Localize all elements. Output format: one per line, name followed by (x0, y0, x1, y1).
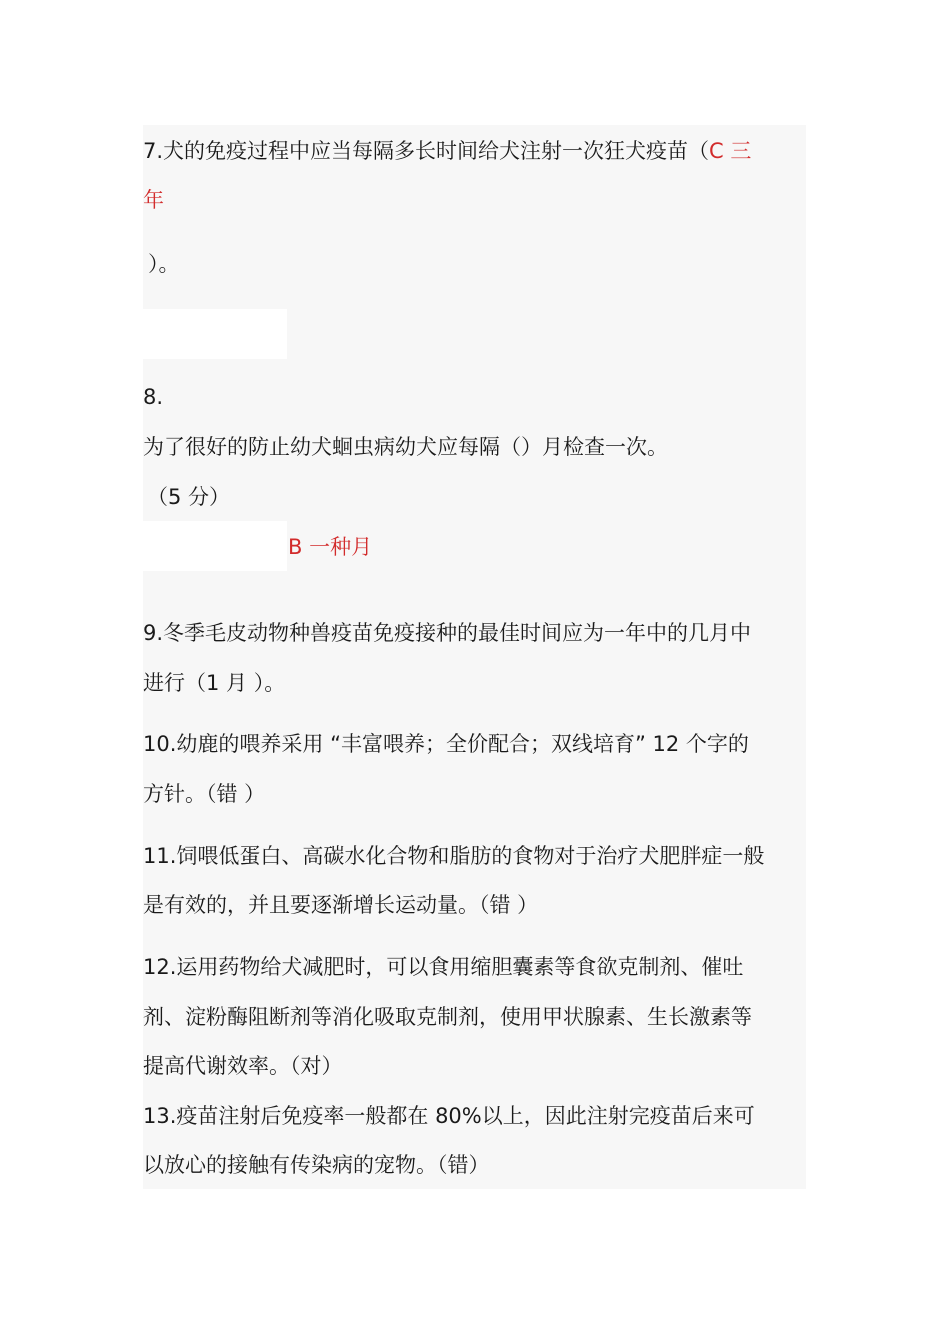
q8-text: 为了很好的防止幼犬蛔虫病幼犬应每隔（）月检查一次。 (143, 435, 668, 459)
q7-text: 7.犬的免疫过程中应当每隔多长时间给犬注射一次狂犬疫苗（ (143, 139, 710, 163)
q7-answer-part2: 年 (143, 188, 164, 212)
q12-line2: 剂、淀粉酶阻断剂等消化吸取克制剂，使用甲状腺素、生长激素等 (143, 1005, 752, 1029)
q8-number: 8. (143, 385, 164, 409)
q7-line3: ）。 (148, 252, 180, 276)
q10-line2: 方针。（错 ） (143, 782, 266, 806)
q9-line1: 9.冬季毛皮动物种兽疫苗免疫接种的最佳时间应为一年中的几月中 (143, 621, 752, 645)
q12-line3: 提高代谢效率。（对） (143, 1054, 343, 1078)
q11-line2: 是有效的，并且要逐渐增长运动量。（错 ） (143, 893, 539, 917)
q11-line1: 11.饲喂低蛋白、高碳水化合物和脂肪的食物对于治疗犬肥胖症一般 (143, 844, 765, 868)
q8-answer: B 一种月 (288, 535, 373, 559)
q13-line2: 以放心的接触有传染病的宠物。（错） (143, 1153, 490, 1177)
q10-line1: 10.幼鹿的喂养采用 “丰富喂养；全价配合；双线培育” 12 个字的 (143, 732, 749, 756)
q7-answer-part1: C 三 (709, 139, 752, 163)
q9-line2: 进行（1 月 ）。 (143, 671, 286, 695)
q7-line1 (143, 137, 751, 165)
q12-line1: 12.运用药物给犬减肥时，可以食用缩胆囊素等食欲克制剂、催吐 (143, 955, 744, 979)
q13-line1: 13.疫苗注射后免疫率一般都在 80%以上，因此注射完疫苗后来可 (143, 1104, 755, 1128)
answer-box-q7 (143, 309, 287, 359)
q8-score: （5 分） (147, 485, 231, 509)
answer-box-q8 (143, 521, 287, 571)
